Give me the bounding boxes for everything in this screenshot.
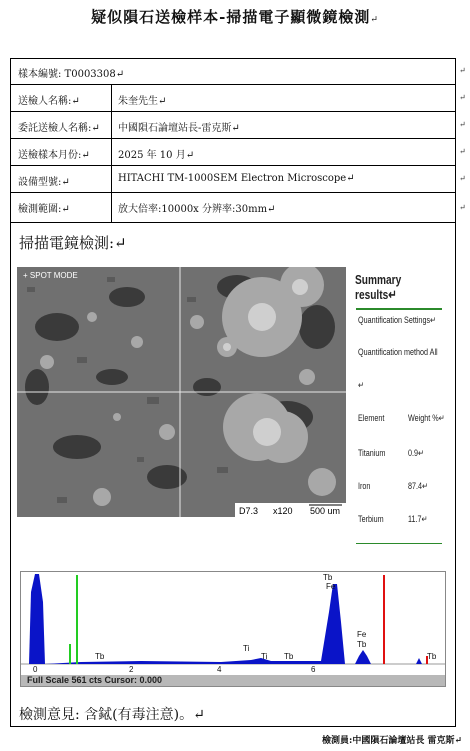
quant-method-label: Quantification method All xyxy=(358,347,438,357)
row-mark: ↵ xyxy=(459,203,466,212)
client-value: 中國隕石論壇站長-雷克斯↵ xyxy=(118,123,240,134)
spectrum-graphic xyxy=(21,572,445,686)
col-weight-header: Weight %↵ xyxy=(408,413,445,423)
col-element-header: Element xyxy=(358,413,385,423)
element-weight: 0.9↵ xyxy=(408,448,425,458)
sem-section-title: 掃描電鏡檢測:↵ xyxy=(19,234,127,252)
peak-label: Ti xyxy=(261,652,268,661)
peak-label: Tb xyxy=(357,640,367,649)
scale-d-label: D7.3 xyxy=(239,506,259,516)
form-row-equipment xyxy=(10,166,456,193)
spectrum-peak-fe xyxy=(45,584,345,664)
spectrum-peak-tb xyxy=(355,650,371,664)
form-row-sample-id xyxy=(10,58,456,85)
form-row-client xyxy=(10,112,456,139)
row-mark: ↵ xyxy=(459,120,466,129)
eds-spectrum xyxy=(20,571,446,687)
element-name: Titanium xyxy=(358,448,386,458)
axis-tick: 2 xyxy=(129,665,134,674)
submitter-label: 送檢人名稱:↵ xyxy=(10,85,112,111)
row-mark: ↵ xyxy=(459,174,466,183)
quant-settings-label: Quantification Settings↵ xyxy=(358,315,437,325)
axis-tick: 0 xyxy=(33,665,38,674)
form-row-submitter xyxy=(10,85,456,112)
month-label: 送檢樣本月份:↵ xyxy=(10,139,112,165)
month-value: 2025 年 10 月↵ xyxy=(118,150,195,161)
spectrum-peak-small xyxy=(416,658,422,664)
summary-results-panel xyxy=(352,268,448,548)
form-row-month xyxy=(10,139,456,166)
range-label: 檢測範圍:↵ xyxy=(10,193,112,222)
marker-red-tall xyxy=(383,575,385,664)
range-value: 放大倍率:10000x 分辨率:30mm↵ xyxy=(118,204,276,215)
sample-id-label: 樣本編號: T0003308↵ xyxy=(18,69,125,80)
peak-label: Tb xyxy=(323,573,333,582)
inspector-signature: 檢測員:中國隕石論壇站長 雷克斯↵ xyxy=(322,736,462,746)
client-label: 委託送檢人名稱:↵ xyxy=(10,112,112,138)
peak-label: Tb xyxy=(95,652,105,661)
form-row-range xyxy=(10,193,456,223)
document-title: 疑似隕石送檢样本-掃描電子顯微鏡檢測↵ xyxy=(91,8,379,26)
quant-method-mark: ↵ xyxy=(358,380,365,390)
submitter-value: 朱奎先生↵ xyxy=(118,96,167,107)
sem-micrograph xyxy=(17,267,346,517)
row-mark: ↵ xyxy=(459,93,466,102)
spectrum-footer: Full Scale 561 cts Cursor: 0.000 xyxy=(27,675,163,685)
summary-divider xyxy=(356,308,442,310)
marker-green-tall xyxy=(76,575,78,664)
equipment-value: HITACHI TM-1000SEM Electron Microscope↵ xyxy=(118,173,355,184)
summary-bottom-divider xyxy=(356,543,442,544)
axis-tick: 4 xyxy=(217,665,222,674)
spectrum-peak-low xyxy=(29,574,45,664)
inspection-conclusion: 檢測意見: 含鋱(有毒注意)。↵ xyxy=(19,707,205,723)
element-name: Terbium xyxy=(358,514,384,524)
marker-green-short xyxy=(69,644,71,664)
sem-image-graphic xyxy=(17,267,346,517)
row-mark: ↵ xyxy=(459,66,466,75)
equipment-label: 設備型號:↵ xyxy=(10,166,112,192)
row-mark: ↵ xyxy=(459,147,466,156)
peak-label: Fe xyxy=(326,582,336,591)
peak-label: Tb xyxy=(427,652,437,661)
peak-label: Ti xyxy=(243,644,250,653)
scale-length-label: 500 um xyxy=(310,506,341,516)
summary-title: Summary results↵ xyxy=(355,272,402,302)
scale-mag-label: x120 xyxy=(273,506,293,516)
element-name: Iron xyxy=(358,481,371,491)
element-weight: 11.7↵ xyxy=(408,514,428,524)
spot-mode-label: + SPOT MODE xyxy=(23,271,78,280)
axis-tick: 6 xyxy=(311,665,316,674)
element-weight: 87.4↵ xyxy=(408,481,429,491)
peak-label: Tb xyxy=(284,652,294,661)
peak-label: Fe xyxy=(357,630,367,639)
